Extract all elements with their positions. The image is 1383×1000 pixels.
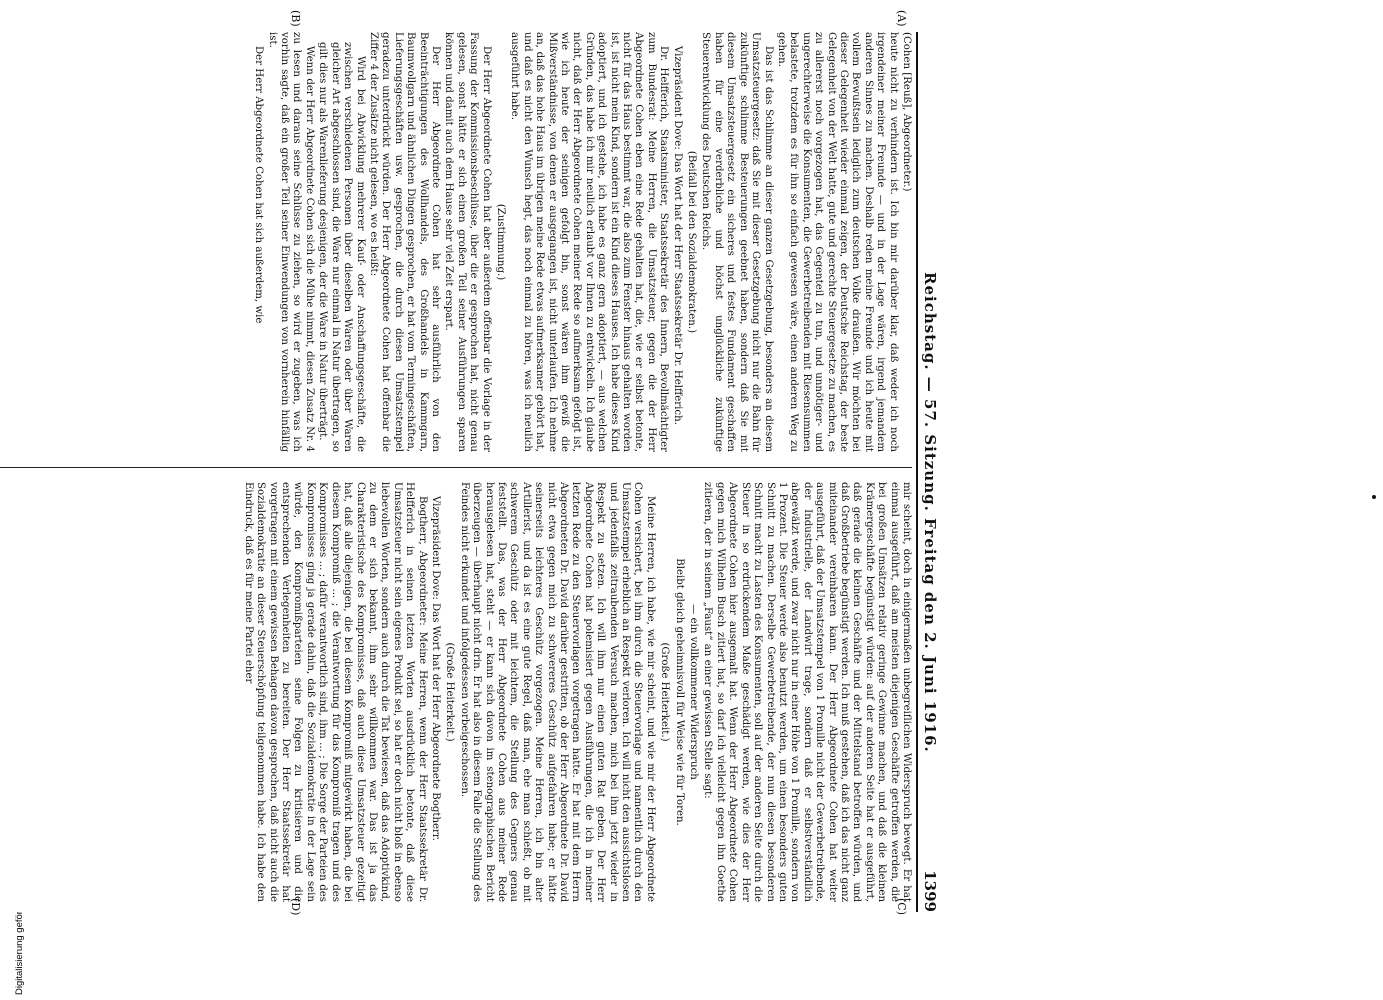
right-column [0,482,912,902]
quote-line: Bleibt gleich geheimnisvoll für Weise wie für Toren. [673,558,685,826]
speaker-tag: (Cohen [Reuß], Abgeordneter.) [901,32,912,192]
interjection: (Beifall bei den Sozialdemokraten.) [686,150,698,334]
chair-announcement: Vizepräsident Dove: Das Wort hat der Herr Abgeordnete Bogtherr. [429,496,441,841]
paragraph: Der Herr Abgeordnete Cohen hat sich außerdem, wie [253,46,265,324]
paragraph: Meine Herren, ich habe, wie mir scheint, und wie mir der Herr Abgeordnete Cohen versichert, bei ihm durch die Steuervorlage und namentlich durch den Umsatzstempel erheblich an Respekt verloren. Ich will nicht den aussichtslosen und jedenfalls zeitraubenden Versuch machen, mich bei ihm jetzt wieder in Respekt zu setzen. Ich will ihm nur einen guten Rat geben. Der Herr Abgeordnete Cohen hat polemisiert gegen Ausführungen, die ich in meiner letzten Rede zu den Steuervorlagen vorgetragen hatte. Er hat mit dem Herrn Abgeordneten Dr. David darüber gestritten, ob der Herr Abgeordnete Dr. David nicht etwa gegen mich zu schwereres Geschütz aufgefahren habe; er hätte seinerseits leichteres Geschütz vorgezogen. Meine Herren, ich bin alter Artillerist, und da ist es eine gute Regel, daß man, ehe man schießt, ob mit schwerem Geschütz oder mit leichtem, die Stellung des Gegners genau feststellt. Das, was der Herr Abgeordnete Cohen aus meiner Rede herausgelesen hat, steht — er kann sich davon im stenographischen Bericht überzeugen — überhaupt nicht drin. Er hat also in diesem Falle die Stellung des Feindes nicht erkundet und infolgedessen vorbeigeschossen. [458,482,656,902]
margin-letter-a: (A) [895,10,908,27]
paragraph: mir scheint, doch in einigermaßen unbegreiflichen Widerspruch bewegt. Er hat einmal ausgeführt, daß am meisten diejenigen Geschäfte getroffen werden, die bei großen Umsätzen relativ geringe Gewinne machen, und daß die kleinen Krämergeschäfte begünstigt würden: auf der anderen Seite hat er ausgeführt, daß gerade die kleinen Geschäfte und der Mittelstand betroffen würden, und daß Großbetriebe begünstigt werden. Ich muß gestehen, daß ich das nicht ganz miteinander vereinbaren kann. Der Herr Abgeordnete Cohen hat weiter ausgeführt, daß der Umsatzstempel von 1 Promille nicht der Gewerbetreibende, der Industrielle, der Landwirt trage, sondern daß er selbstverständlich abgewälzt werde, und zwar nicht nur in einer Höhe von 1 Promille, sondern von 1 Prozent. Die Steuer werde also benutzt werden, um einen besonders guten Schnitt zu machen. Derselbe Gewerbetreibende, der nun diesen besonderen Schnitt macht zu Lasten des Konsumenten, soll auf der anderen Seite durch die Steuer in so erdrückendem Maße geschädigt werden, wie dies der Herr Abgeordnete Cohen hier ausgemalt hat. Wenn der Herr Abgeordnete Cohen gegen mich Wilhelm Busch zitiert hat, so darf ich vielleicht gegen ihn Goethe zitieren, der in seinem „Faust“ an einer gewissen Stelle sagt: [702,482,912,902]
scan-speck [1372,495,1376,499]
paragraph: Wenn der Herr Abgeordnete Cohen sich die Mühe nimmt, diesen Zusatz Nr. 4 zu lesen und daraus seine Schlüsse zu ziehen, so wird er zugeben, was ich vorhin sagte, daß ein großer Teil seiner Einwendungen von vornherein hinfällig ist. [266,32,315,452]
header-title: Reichstag. — 57. Sitzung. Freitag den 2. Juni 1916. [921,272,939,753]
paragraph: Der Herr Abgeordnete Cohen hat aber außerdem offenbar die Vorlage in der Fassung der Kommissionsbeschlüsse, über die er gesprochen hat, nicht genau gelesen, sonst hätte er sich einen großen Teil seiner Ausführungen sparen können und damit auch dem Hause sehr viel Zeit erspart. [443,32,492,452]
quoted-provision: Wird bei Abwicklung mehrerer Kauf- oder Anschaffungsgeschäfte, die zwischen verschiedenen Personen über dieselben Waren oder über Waren gleicher Art abgeschlossen sind, die Ware nur einmal in Natur übertragen, so gilt dies nur als Warenlieferung desjenigen, der die Ware in Natur überträgt. [317,42,366,452]
page-header [916,32,942,912]
margin-letter-d: (D) [289,898,302,916]
paragraph: Dr. Helfferich, Staatsminister, Staatssekretär des Innern, Bevollmächtigter zum Bundesrat: Meine Herren, die Umsatzsteuer, gegen die der Herr Abgeordnete Cohen eben eine Rede gehalten hat, die, wie er selbst betonte, nicht für das Haus bestimmt war, die also zum Fenster hinaus gehalten worden ist, ist nicht mein Kind, sondern ist ein Kind dieses Hauses. Ich habe dieses Kind adoptiert, und ich gestehe, ich habe es ganz gern adoptiert, — aus welchen Gründen, das habe ich mir neulich erlaubt vor Ihnen zu entwickeln. Ich glaube nicht, daß der Herr Abgeordnete Cohen meiner Rede so aufmerksam gefolgt ist, wie ich heute der seinigen gefolgt bin, sonst wären ihm gewiß die Mißverständnisse, von denen er ausgegangen ist, nicht unterlaufen. Ich nehme an, daß das hohe Haus im übrigen meine Rede etwas aufmerksamer gehört hat, und daß es nicht den Wunsch hegt, das noch einmal zu hören, was ich neulich ausgeführt habe. [509,32,670,452]
interjection: (Große Heiterkeit.) [659,642,671,742]
interjection: (Große Heiterkeit.) [444,642,456,742]
document-page [0,10,942,916]
paragraph: Das ist das Schlimme an dieser ganzen Gesetzgebung, besonders an diesem Umsatzsteuergesetz: daß Sie mit dieser Gesetzgebung nicht nur die Bahn für zukünftige schlimme Besteuerungen geebnet haben, sondern daß Sie mit diesem Umsatzsteuergesetz ein sicheres und festes Fundament geschaffen haben für eine verderbliche und höchst unglückliche zukünftige Steuerentwicklung des Deutschen Reichs. [700,32,774,452]
interjection: (Zustimmung.) [495,203,506,281]
margin-letter-c: (C) [895,898,908,915]
page-number: 1399 [921,870,939,912]
chair-announcement: Vizepräsident Dove: Das Wort hat der Herr Staatssekretär Dr. Helfferich. [671,46,683,425]
paragraph: Bogtherr, Abgeordneter: Meine Herren, wenn der Herr Staatssekretär Dr. Helfferich in seinen letzten Worten ausdrücklich betonte, daß diese Umsatzsteuer nicht sein eigenes Produkt sei, so hat er doch nicht bloß in ebenso liebevollen Worten, sondern auch durch die Tat bewiesen, daß das Adoptivkind, zu dem er sich bekannt, ihm sehr willkommen war. Das ist ja das Charakteristische des Kompromisses, daß auch diese Umsatzsteuer gezeitigt hat, daß alle diejenigen, die bei diesem Kompromiß mitgewirkt haben, die bei diesem Kompromiß ... ; die Verantwortung für das Kompromiß tragen und des Kompromisses ... ; dafür verantwortlich sind, ihm ... ; Die Sorge der Parteien des Kompromisses ging ja gerade dahin, daß die Sozialdemokratie in der Lage sein würde, den Kompromißparteien seine Folgen zu kritisieren und die entsprechenden Verlegenheiten zu bereiten. Der Herr Staatssekretär hat vorgetragen mit einem gewissen Behagen davon gesprochen, daß nicht auch die Sozialdemokratie an dieser Steuerschöpfung teilgenommen habe. Ich habe den Eindruck, daß es für meine Partei eher [242,482,428,902]
column-divider [0,467,912,468]
paragraph: Der Herr Abgeordnete Cohen hat sehr ausführlich von den Beeinträchtigungen des Wollhandels, des Großhandels in Kammgarn, Baumwollgarn und ähnlichen Dingen gesprochen, er hat vom Termingeschäften, Lieferungsgeschäften usw. gesprochen, die durch diesen Umsatzstempel geradezu unterdrückt würden. Der Herr Abgeordnete Cohen hat offenbar die Ziffer 4 der Zusätze nicht gelesen, wo es heißt: [367,32,441,452]
margin-letter-b: (B) [289,10,302,27]
quote-line: — ein vollkommener Widerspruch [688,604,700,780]
paragraph: heute nicht zu verhindern ist. Ich bin mir darüber klar, daß weder ich noch irgendeiner meiner Freunde — und in der Lage wären, irgend jemandem anderen Sinnes zu machen. Deshalb reden meine Freunde und ich heute mit vollem Bewußtsein lediglich zum deutschen Volke draußen. Wir möchten bei dieser Gelegenheit wieder einmal zeigen, der Deutsche Reichstag, der beste Gelegenheit von der Welt hatte, gute und gerechte Steuergesetze zu machen, es zu allererst noch vorgezogen hat, das Gegenteil zu tun, und unnötiger- und ungerechterweise die Konsumenten, die Gewerbetreibenden mit Riesensummen belastete, trotzdem es für ihn so einfach gewesen wäre, einen anderen Weg zu gehen. [775,32,899,452]
left-column [0,32,912,452]
